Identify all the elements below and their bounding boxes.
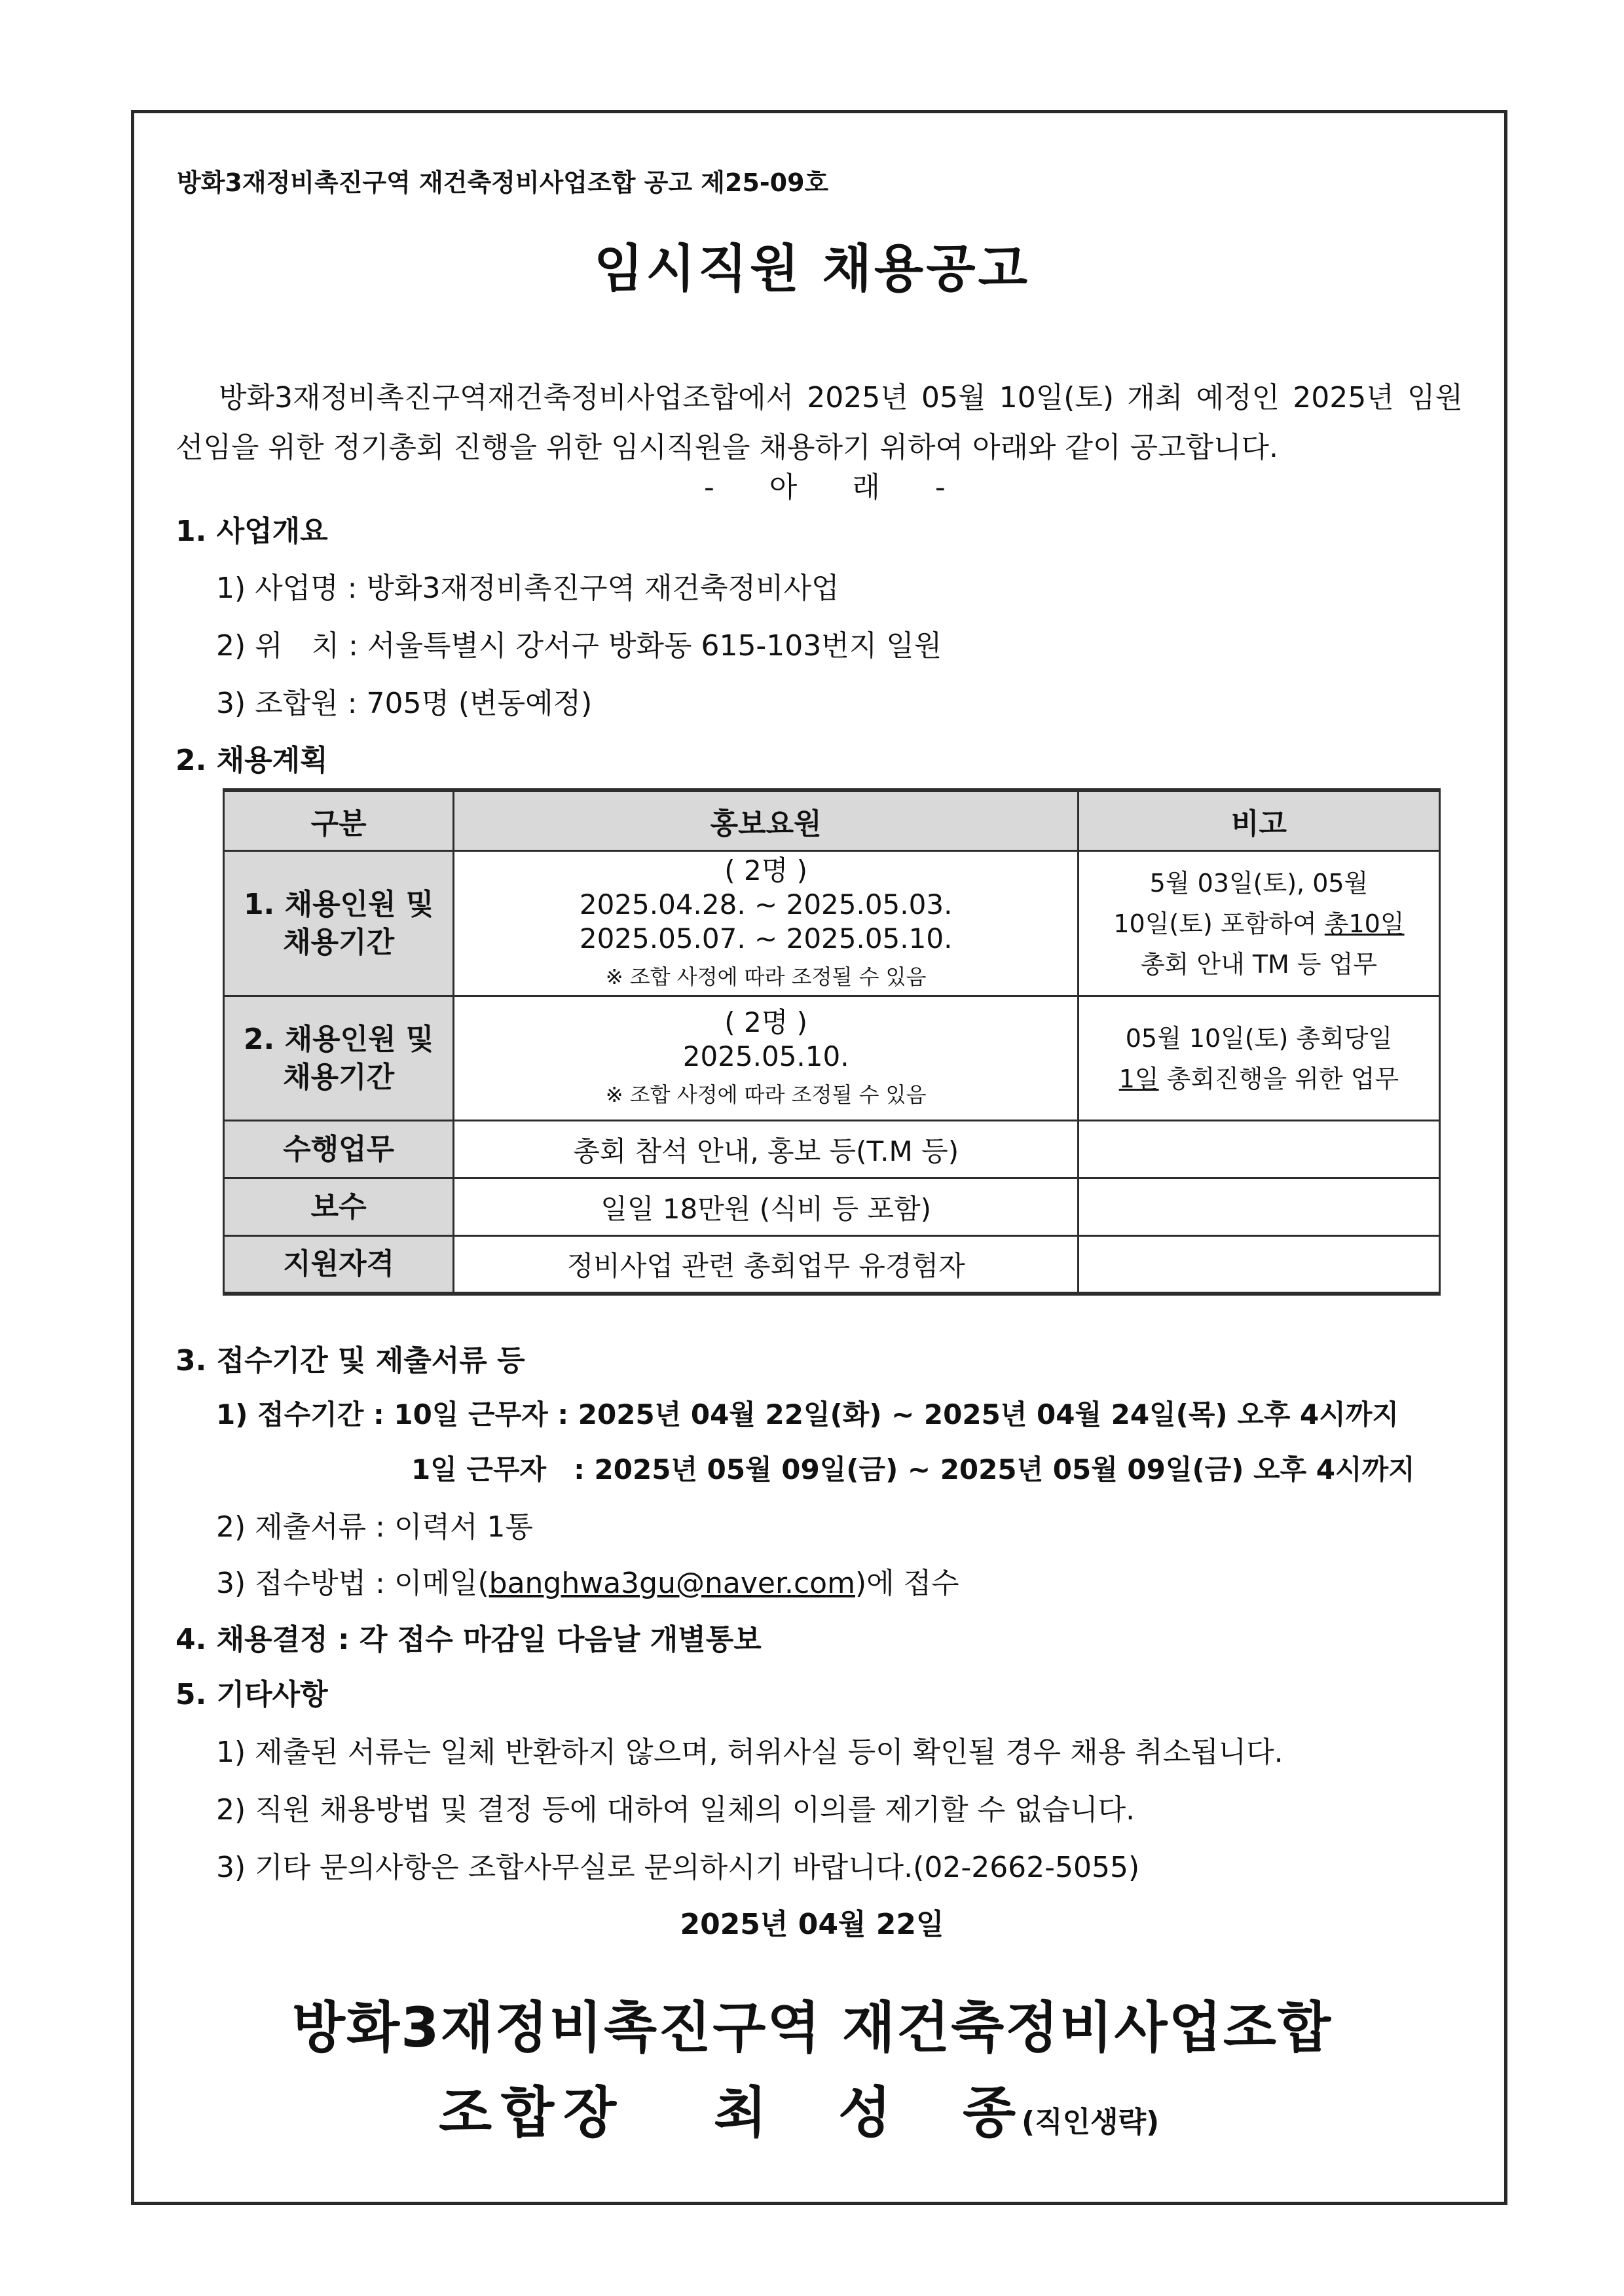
row1-period: ( 2명 ) 2025.04.28. ~ 2025.05.03. 2025.05.07. ~ 2025.05.10. ※ 조합 사정에 따라 조정될 수 있음 — [454, 851, 1079, 996]
row1-remark: 5월 03일(토), 05월 10일(토) 포함하여 총10일 총회 안내 TM 등 업무 — [1078, 851, 1439, 996]
section3-period-1day: 1일 근무자 : 2025년 05월 09일(금) ~ 2025년 05월 09일(금) 오후 4시까지 — [411, 1453, 1415, 1485]
header-category: 구분 — [224, 790, 454, 851]
table-header-row — [224, 790, 1440, 851]
email-link[interactable]: banghwa3gu@naver.com — [489, 1567, 855, 1600]
row5-value: 정비사업 관련 총회업무 유경험자 — [454, 1236, 1079, 1294]
table-row — [224, 1236, 1440, 1294]
notice-number: 방화3재정비촉진구역 재건축정비사업조합 공고 제25-09호 — [177, 168, 829, 197]
row5-remark — [1078, 1236, 1439, 1294]
section4-heading: 4. 채용결정 : 각 접수 마감일 다음날 개별통보 — [175, 1623, 762, 1656]
recruitment-plan-table — [223, 788, 1441, 1296]
seal-omitted-note: (직인생략) — [1022, 2105, 1160, 2139]
organization-name: 방화3재정비촉진구역 재건축정비사업조합 — [291, 1995, 1333, 2060]
section3-method: 3) 접수방법 : 이메일(banghwa3gu@naver.com)에 접수 — [216, 1567, 959, 1600]
section3-heading: 3. 접수기간 및 제출서류 등 — [175, 1344, 525, 1377]
section3-period-10day: 1) 접수기간 : 10일 근무자 : 2025년 04월 22일(화) ~ 2025년 04월 24일(목) 오후 4시까지 — [216, 1398, 1399, 1430]
table-row — [224, 1178, 1440, 1236]
row3-label: 수행업무 — [224, 1121, 454, 1178]
section1-item-location: 2) 위 치 : 서울특별시 강서구 방화동 615-103번지 일원 — [216, 629, 942, 663]
section3-documents: 2) 제출서류 : 이력서 1통 — [216, 1510, 533, 1544]
section1-heading: 1. 사업개요 — [175, 515, 328, 548]
intro-paragraph: 방화3재정비촉진구역재건축정비사업조합에서 2025년 05월 10일(토) 개최 예정인 2025년 임원 선임을 위한 정기총회 진행을 위한 임시직원을 채용하기 위하여 아래와 같이 공고합니다. — [175, 381, 1463, 464]
row1-label: 1. 채용인원 및 채용기간 — [224, 851, 454, 996]
row2-label: 2. 채용인원 및 채용기간 — [224, 996, 454, 1121]
table-row — [224, 996, 1440, 1121]
section5-item: 2) 직원 채용방법 및 결정 등에 대하여 일체의 이의를 제기할 수 없습니다. — [216, 1793, 1135, 1827]
row5-label: 지원자격 — [224, 1236, 454, 1294]
header-remark: 비고 — [1078, 790, 1439, 851]
section5-heading: 5. 기타사항 — [175, 1678, 328, 1711]
section1-item-members: 3) 조합원 : 705명 (변동예정) — [216, 687, 593, 720]
section5-item: 1) 제출된 서류는 일체 반환하지 않으며, 허위사실 등이 확인될 경우 채용 취소됩니다. — [216, 1736, 1283, 1769]
table-row — [224, 851, 1440, 996]
section5-item: 3) 기타 문의사항은 조합사무실로 문의하시기 바랍니다.(02-2662-5055) — [216, 1851, 1140, 1884]
row4-label: 보수 — [224, 1178, 454, 1236]
section1-item-name: 1) 사업명 : 방화3재정비촉진구역 재건축정비사업 — [216, 572, 840, 605]
header-promoter: 홍보요원 — [454, 790, 1079, 851]
section2-heading: 2. 채용계획 — [175, 744, 328, 777]
row3-value: 총회 참석 안내, 홍보 등(T.M 등) — [454, 1121, 1079, 1178]
chairman-signature: 조 합 장 최 성 종 (직인생략) — [439, 2081, 1160, 2145]
row2-remark: 05월 10일(토) 총회당일 1일 총회진행을 위한 업무 — [1078, 996, 1439, 1121]
below-marker: - 아 래 - — [704, 471, 946, 504]
announcement-date: 2025년 04월 22일 — [680, 1908, 944, 1941]
page-title: 임시직원 채용공고 — [594, 240, 1030, 299]
row4-remark — [1078, 1178, 1439, 1236]
row2-period: ( 2명 ) 2025.05.10. ※ 조합 사정에 따라 조정될 수 있음 — [454, 996, 1079, 1121]
row3-remark — [1078, 1121, 1439, 1178]
table-row — [224, 1121, 1440, 1178]
row4-value: 일일 18만원 (식비 등 포함) — [454, 1178, 1079, 1236]
